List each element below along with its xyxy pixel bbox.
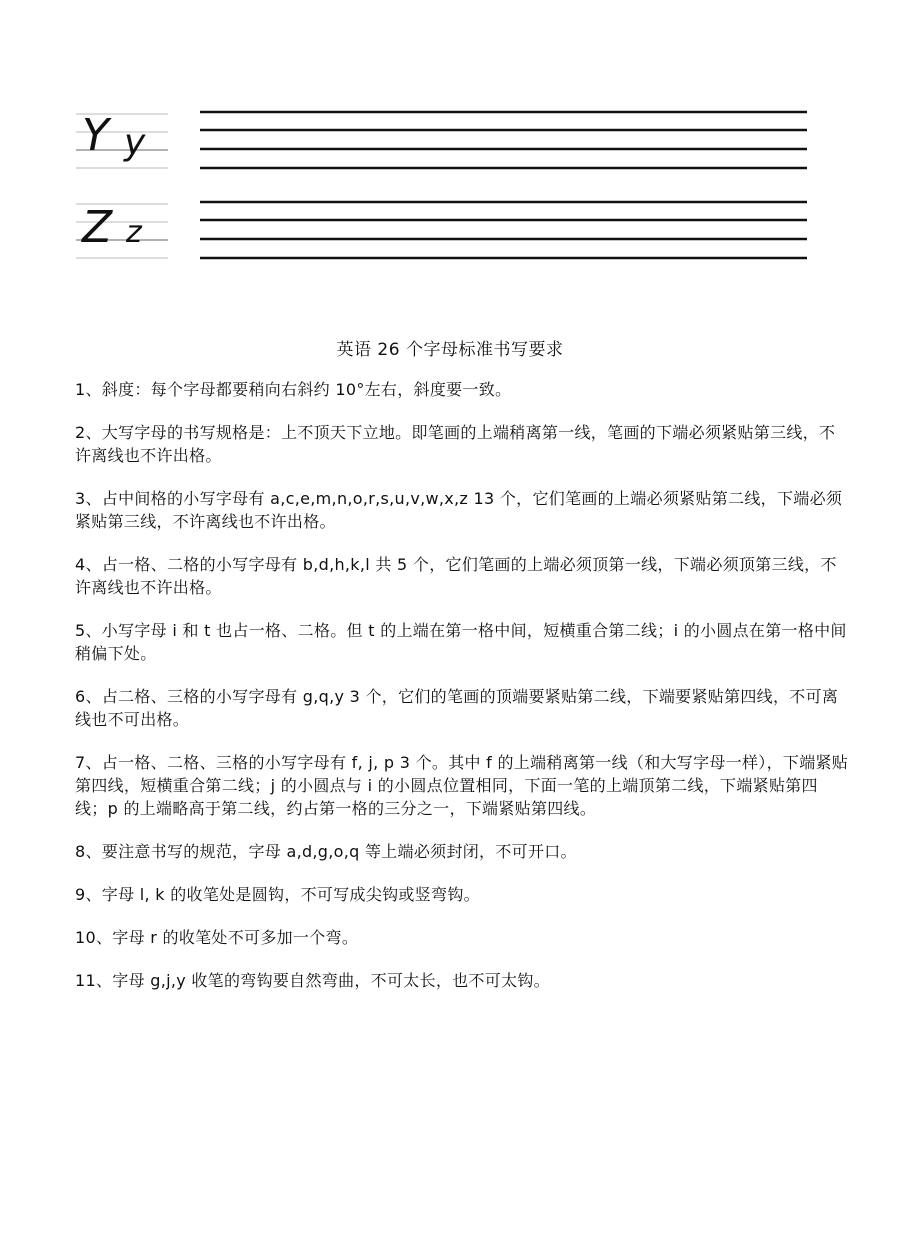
sample-lowercase-z: z bbox=[126, 215, 142, 250]
rule-item-3 bbox=[75, 487, 850, 533]
four-line-grid-sample-z bbox=[76, 190, 168, 270]
sample-uppercase-y: Y bbox=[82, 110, 109, 161]
rule-number: 10、 bbox=[75, 928, 113, 947]
rule-text: 占二格、三格的小写字母有 g,q,y 3 个，它们的笔画的顶端要紧贴第二线，下端要紧贴第四线，不可离线也不可出格。 bbox=[75, 687, 839, 729]
rule-number: 3、 bbox=[75, 489, 102, 508]
rule-number: 8、 bbox=[75, 842, 102, 861]
rule-number: 7、 bbox=[75, 753, 102, 772]
rule-text: 字母 r 的收笔处不可多加一个弯。 bbox=[112, 928, 359, 947]
rule-text: 占一格、二格、三格的小写字母有 f, j, p 3 个。其中 f 的上端稍离第一线（和大写字母一样），下端紧贴第四线，短横重合第二线；j 的小圆点与 i 的小圆点位置相同，下面一笔的上端顶第二线，下端紧贴第四线；p 的上端略高于第二线，约占第一格的三分之一，下端紧贴第四线。 bbox=[75, 753, 849, 818]
rule-text: 小写字母 i 和 t 也占一格、二格。但 t 的上端在第一格中间，短横重合第二线；i 的小圆点在第一格中间稍偏下处。 bbox=[75, 621, 847, 663]
rule-text: 大写字母的书写规格是：上不顶天下立地。即笔画的上端稍离第一线，笔画的下端必须紧贴第三线，不许离线也不许出格。 bbox=[75, 423, 836, 465]
practice-lines-z bbox=[200, 200, 807, 260]
rule-item-4 bbox=[75, 553, 850, 599]
rule-item-7 bbox=[75, 751, 850, 820]
four-line-grid-sample-y bbox=[76, 100, 168, 180]
rule-number: 2、 bbox=[75, 423, 102, 442]
letter-row-z bbox=[0, 190, 900, 270]
rule-text: 斜度：每个字母都要稍向右斜约 10°左右，斜度要一致。 bbox=[101, 380, 512, 399]
letter-sample-z bbox=[76, 190, 168, 270]
rule-number: 4、 bbox=[75, 555, 102, 574]
rule-item-9 bbox=[75, 883, 850, 906]
document-title: 英语 26 个字母标准书写要求 bbox=[336, 340, 564, 360]
rule-text: 字母 l, k 的收笔处是圆钩，不可写成尖钩或竖弯钩。 bbox=[101, 885, 480, 904]
rule-item-11 bbox=[75, 969, 850, 992]
rule-number: 11、 bbox=[75, 971, 113, 990]
rule-text: 占一格、二格的小写字母有 b,d,h,k,l 共 5 个，它们笔画的上端必须顶第一线，下端必须顶第三线，不许离线也不许出格。 bbox=[75, 555, 837, 597]
rule-number: 1、 bbox=[75, 380, 102, 399]
rule-item-2 bbox=[75, 421, 850, 467]
rule-item-10 bbox=[75, 926, 850, 949]
rule-item-8 bbox=[75, 840, 850, 863]
rule-text: 字母 g,j,y 收笔的弯钩要自然弯曲，不可太长，也不可太钩。 bbox=[112, 971, 550, 990]
letter-sample-y bbox=[76, 100, 168, 180]
sample-uppercase-z: Z bbox=[82, 202, 113, 253]
practice-lines-y bbox=[200, 110, 807, 170]
sample-lowercase-y: y bbox=[124, 122, 146, 163]
rule-text: 要注意书写的规范，字母 a,d,g,o,q 等上端必须封闭，不可开口。 bbox=[101, 842, 577, 861]
rule-text: 占中间格的小写字母有 a,c,e,m,n,o,r,s,u,v,w,x,z 13 个，它们笔画的上端必须紧贴第二线，下端必须紧贴第三线，不许离线也不许出格。 bbox=[75, 489, 843, 531]
rules-list bbox=[75, 378, 850, 1012]
rule-item-1 bbox=[75, 378, 850, 401]
rule-item-6 bbox=[75, 685, 850, 731]
rule-number: 5、 bbox=[75, 621, 102, 640]
rule-number: 9、 bbox=[75, 885, 102, 904]
letter-row-y bbox=[0, 100, 900, 180]
rule-number: 6、 bbox=[75, 687, 102, 706]
rule-item-5 bbox=[75, 619, 850, 665]
